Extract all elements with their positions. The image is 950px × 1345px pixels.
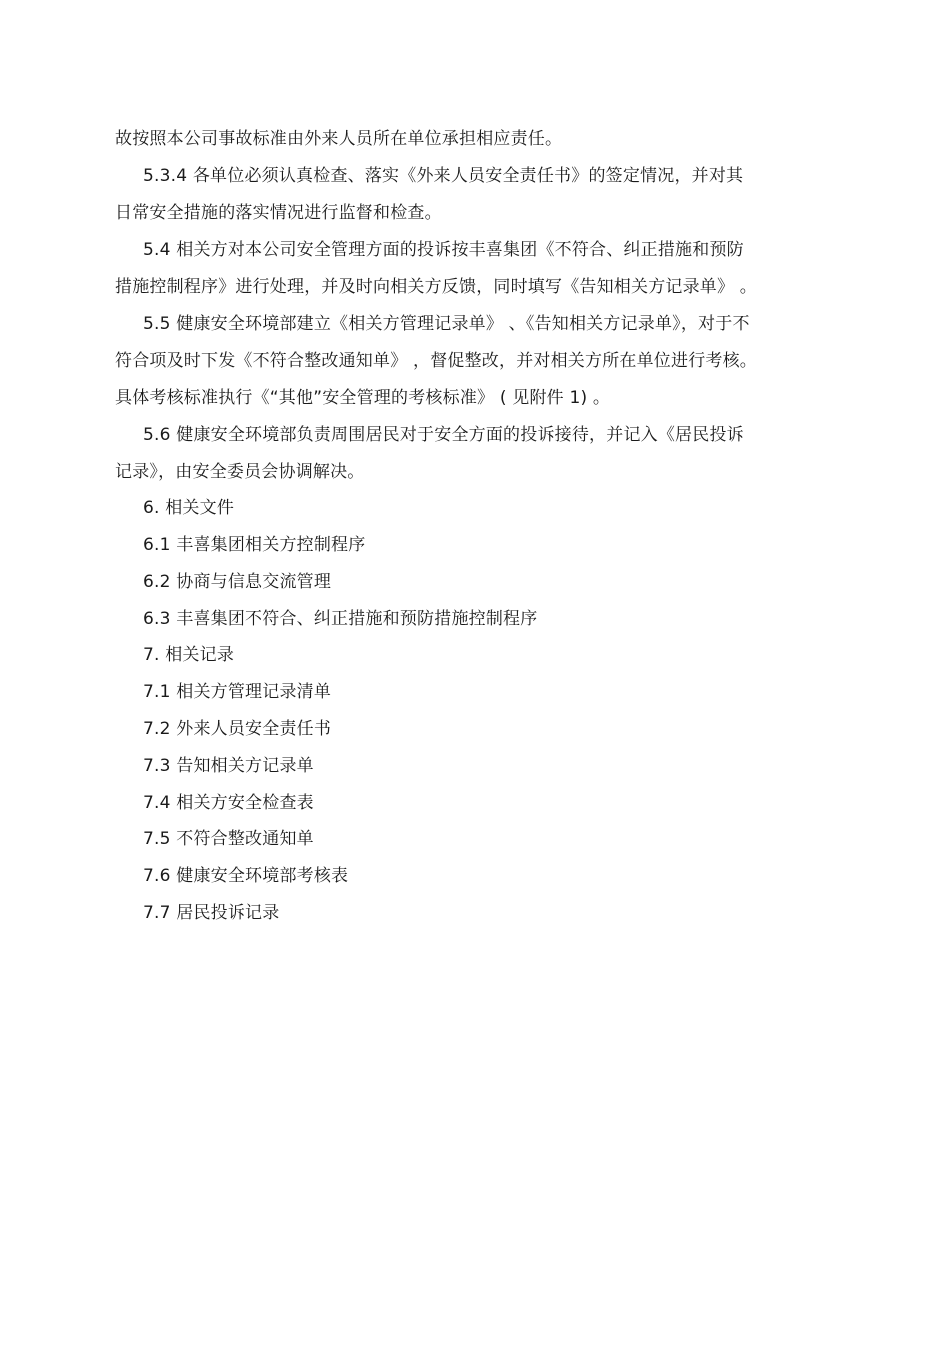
list-item: 7.2 外来人员安全责任书: [143, 719, 332, 739]
paragraph-line: 5.5 健康安全环境部建立《相关方管理记录单》 、《告知相关方记录单》，对于不: [143, 314, 750, 334]
list-item: 7.1 相关方管理记录清单: [143, 682, 332, 702]
paragraph-line: 日常安全措施的落实情况进行监督和检查。: [115, 203, 442, 223]
list-item: 7.4 相关方安全检查表: [143, 793, 314, 813]
list-item: 7.6 健康安全环境部考核表: [143, 866, 349, 886]
list-item: 7.7 居民投诉记录: [143, 903, 280, 923]
paragraph-line: 符合项及时下发《不符合整改通知单》 ，督促整改，并对相关方所在单位进行考核。: [115, 351, 758, 371]
section-heading: 6. 相关文件: [143, 498, 235, 518]
paragraph-line: 措施控制程序》进行处理，并及时向相关方反馈，同时填写《告知相关方记录单》 。: [115, 277, 758, 297]
list-item: 6.3 丰喜集团不符合、纠正措施和预防措施控制程序: [143, 609, 538, 629]
section-heading: 7. 相关记录: [143, 645, 235, 665]
list-item: 6.2 协商与信息交流管理: [143, 572, 332, 592]
paragraph-line: 故按照本公司事故标准由外来人员所在单位承担相应责任。: [115, 129, 563, 149]
paragraph-line: 5.4 相关方对本公司安全管理方面的投诉按丰喜集团《不符合、纠正措施和预防: [143, 240, 744, 260]
list-item: 7.3 告知相关方记录单: [143, 756, 314, 776]
list-item: 6.1 丰喜集团相关方控制程序: [143, 535, 366, 555]
paragraph-line: 具体考核标准执行《“其他”安全管理的考核标准》 ( 见附件 1) 。: [115, 388, 611, 408]
paragraph-line: 记录》，由安全委员会协调解决。: [115, 462, 365, 482]
paragraph-line: 5.6 健康安全环境部负责周围居民对于安全方面的投诉接待，并记入《居民投诉: [143, 425, 744, 445]
list-item: 7.5 不符合整改通知单: [143, 829, 314, 849]
paragraph-line: 5.3.4 各单位必须认真检查、落实《外来人员安全责任书》的签定情况，并对其: [143, 166, 744, 186]
